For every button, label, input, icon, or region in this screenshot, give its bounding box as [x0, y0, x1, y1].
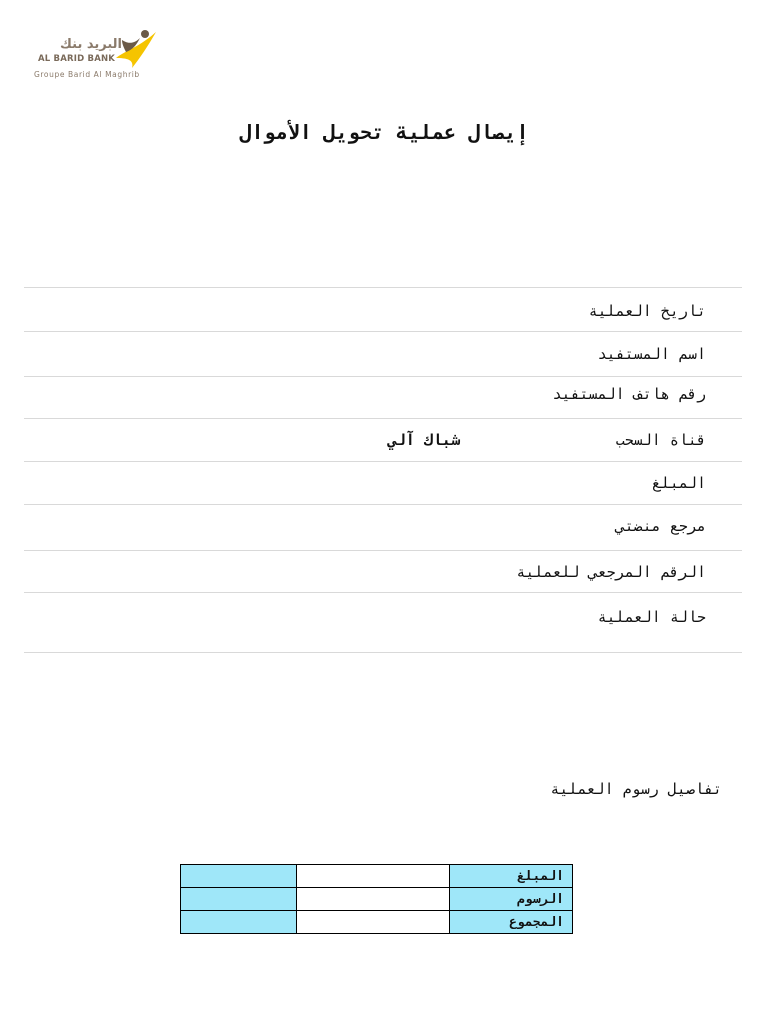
brand-group-name: Groupe Barid Al Maghrib [34, 70, 140, 79]
field-row-beneficiary-name [24, 332, 742, 377]
fee-label-cell: الرسوم [450, 888, 573, 911]
fee-label-cell: المبلغ [450, 865, 573, 888]
field-label: تاريخ العملية [588, 302, 706, 320]
field-label: حالة العملية [597, 608, 706, 626]
field-value: شباك آلي [387, 431, 460, 449]
field-label: رقم هاتف المستفيد [552, 385, 706, 403]
field-row-amount [24, 462, 742, 505]
fee-value-cell [297, 888, 450, 911]
field-row-withdrawal-channel [24, 419, 742, 462]
transaction-details [24, 287, 742, 653]
fee-currency-cell [181, 888, 297, 911]
field-label: اسم المستفيد [597, 345, 706, 363]
field-label: مرجع منضتي [615, 517, 706, 535]
table-row [181, 888, 573, 911]
table-row [181, 911, 573, 934]
field-label: الرقم المرجعي للعملية [516, 563, 706, 581]
fee-value-cell [297, 911, 450, 934]
fee-currency-cell [181, 911, 297, 934]
fee-value-cell [297, 865, 450, 888]
page-title: إيصال عملية تحويل الأموال [239, 120, 529, 144]
fees-table [180, 864, 573, 934]
brand-name-en: AL BARID BANK [38, 54, 116, 64]
field-row-platform-reference [24, 505, 742, 551]
field-label: قناة السحب [615, 431, 706, 449]
fee-label-cell: المجموع [450, 911, 573, 934]
al-barid-bank-logo [34, 28, 166, 84]
table-row [181, 865, 573, 888]
field-row-beneficiary-phone [24, 377, 742, 419]
brand-figure-icon [112, 28, 160, 70]
field-row-transaction-reference [24, 551, 742, 593]
field-row-transaction-status [24, 593, 742, 653]
brand-name-ar: البريد بنك [60, 37, 122, 52]
fees-section-title: تفاصيل رسوم العملية [550, 780, 722, 798]
field-label: المبلغ [651, 474, 706, 492]
fee-currency-cell [181, 865, 297, 888]
field-row-date [24, 288, 742, 332]
